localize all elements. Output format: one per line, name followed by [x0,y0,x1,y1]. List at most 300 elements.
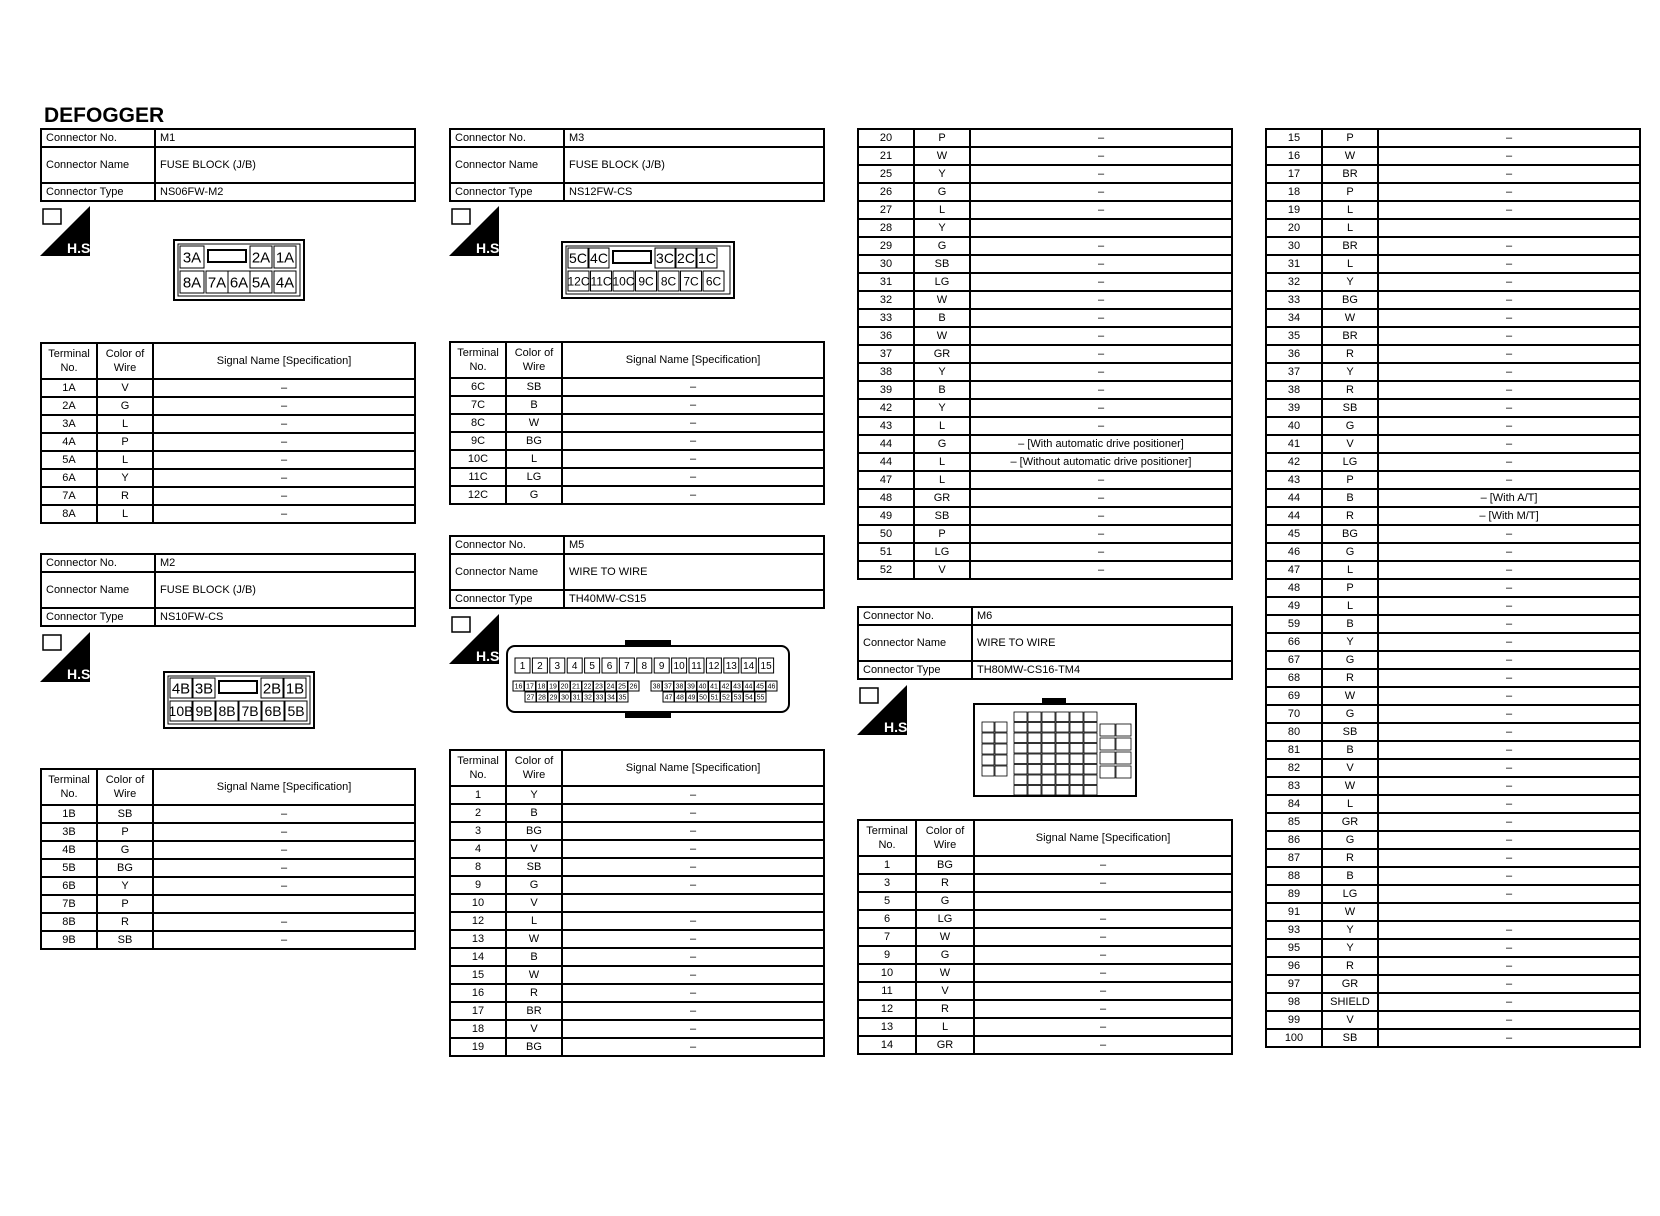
label-connector-name: Connector Name [450,147,564,183]
wire-color-cell: L [97,505,153,523]
connector-pin-label: 11 [691,661,702,673]
signal-name-cell: – [1378,921,1640,939]
wire-color-cell: P [1322,471,1378,489]
table-row [1266,975,1640,993]
wire-color-cell: Y [1322,633,1378,651]
signal-name-cell: – [1378,633,1640,651]
terminal-no-cell: 48 [1266,579,1322,597]
connector-pin-label: 9 [658,661,665,673]
connector-pin-label: 6C [705,274,722,289]
signal-name-cell: – [1378,615,1640,633]
signal-name-cell: – [1378,471,1640,489]
terminal-table-m5 [449,749,825,1057]
connector-pin-label: 24 [606,683,615,691]
connector-pin-label: 7A [207,274,227,292]
signal-name-cell: – [974,928,1232,946]
connector-no-value: M2 [155,554,415,572]
connector-cavity [1070,744,1083,754]
terminal-no-cell: 13 [858,1018,916,1036]
wire-color-cell: W [506,930,562,948]
signal-name-cell: – [562,948,824,966]
table-row [1266,129,1640,147]
signal-name-cell: – [562,912,824,930]
table-row [1266,219,1640,237]
table-row [858,471,1232,489]
table-row [858,489,1232,507]
wire-color-cell: SB [914,507,970,525]
terminal-no-cell: 86 [1266,831,1322,849]
signal-name-cell: – [562,822,824,840]
signal-name-cell: – [562,786,824,804]
table-row [1266,921,1640,939]
connector-cavity [1100,752,1115,764]
wire-color-cell: P [914,525,970,543]
connector-pin-label: 5 [589,661,595,673]
terminal-no-cell: 80 [1266,723,1322,741]
table-row [1266,183,1640,201]
connector-pin-label: 31 [572,694,581,702]
table-row [1266,489,1640,507]
table-row [858,183,1232,201]
terminal-no-cell: 36 [1266,345,1322,363]
svg-text:H.S.: H.S. [476,240,504,256]
connector-cavity [1028,723,1041,733]
wire-color-cell: L [914,471,970,489]
table-row [1266,957,1640,975]
connector-cavity [1056,712,1069,722]
connector-pin-label: 10 [673,661,685,673]
table-row [450,786,824,804]
terminal-no-cell: 14 [858,1036,916,1054]
signal-name-cell: – [With A/T] [1378,489,1640,507]
label-connector-name: Connector Name [41,147,155,183]
terminal-no-cell: 7C [450,396,506,414]
label-connector-type: Connector Type [450,590,564,608]
connector-cavity [1070,786,1083,796]
connector-pin-label: 2C [677,250,695,267]
connector-info-m2 [40,553,416,627]
wire-color-cell: W [914,147,970,165]
wire-color-cell: G [97,841,153,859]
wire-color-cell: BR [1322,237,1378,255]
table-row [450,450,824,468]
header-signal-name: Signal Name [Specification] [974,820,1232,856]
connector-pin-label: 42 [721,683,730,691]
connector-cavity [1116,738,1131,750]
signal-name-cell: – [562,1038,824,1056]
header-color-of-wire: Color of Wire [916,820,974,856]
wire-color-cell: G [1322,705,1378,723]
label-connector-name: Connector Name [858,625,972,661]
connector-cavity [1056,723,1069,733]
signal-name-cell: – [970,471,1232,489]
wire-color-cell: SB [1322,1029,1378,1047]
signal-name-cell: – [153,433,415,451]
wire-color-cell: P [1322,129,1378,147]
wire-color-cell: SB [506,858,562,876]
connector-cavity [995,766,1007,776]
table-row [450,876,824,894]
header-color-of-wire: Color of Wire [97,343,153,379]
connector-pin-label: 16 [514,683,523,691]
connector-pin-label: 8 [641,661,648,673]
wire-color-cell: W [914,291,970,309]
signal-name-cell: – [970,183,1232,201]
terminal-no-cell: 29 [858,237,914,255]
terminal-no-cell: 44 [858,435,914,453]
signal-name-cell: – [970,165,1232,183]
table-row [858,982,1232,1000]
connector-cavity [1100,724,1115,736]
connector-cavity [1014,754,1027,764]
signal-name-cell: – [562,486,824,504]
terminal-no-cell: 8 [450,858,506,876]
terminal-no-cell: 8C [450,414,506,432]
table-row [41,469,415,487]
wire-color-cell: P [1322,183,1378,201]
connector-cavity [1084,744,1097,754]
table-row [1266,633,1640,651]
connector-type-value: NS06FW-M2 [155,183,415,201]
terminal-table-m5-continued [857,128,1233,580]
signal-name-cell: – [1378,813,1640,831]
table-row [858,874,1232,892]
wire-color-cell: SHIELD [1322,993,1378,1011]
signal-name-cell: – [1378,1029,1640,1047]
signal-name-cell: – [1378,831,1640,849]
connector-pin-label: 4B [171,680,191,698]
table-row [1266,273,1640,291]
signal-name-cell: – [970,561,1232,579]
connector-cavity [1084,733,1097,743]
terminal-no-cell: 18 [450,1020,506,1038]
label-connector-no: Connector No. [41,554,155,572]
connector-pin-label: 13 [725,661,737,673]
connector-cavity [1028,754,1041,764]
table-row [858,453,1232,471]
table-row [41,415,415,433]
terminal-no-cell: 1B [41,805,97,823]
wire-color-cell: R [916,874,974,892]
terminal-no-cell: 26 [858,183,914,201]
signal-name-cell: – [970,417,1232,435]
harness-side-icon [40,632,95,682]
terminal-no-cell: 3 [450,822,506,840]
wire-color-cell: Y [1322,921,1378,939]
wire-color-cell: L [1322,201,1378,219]
connector-cavity [982,766,994,776]
table-row [1266,399,1640,417]
terminal-no-cell: 11C [450,468,506,486]
terminal-no-cell: 35 [1266,327,1322,345]
connector-cavity [1014,786,1027,796]
signal-name-cell: – [153,451,415,469]
signal-name-cell: – [1378,399,1640,417]
terminal-no-cell: 30 [858,255,914,273]
table-row [858,291,1232,309]
wire-color-cell: GR [1322,975,1378,993]
terminal-no-cell: 88 [1266,867,1322,885]
terminal-no-cell: 93 [1266,921,1322,939]
terminal-no-cell: 49 [1266,597,1322,615]
table-row [41,487,415,505]
connector-pin-label: 45 [756,683,764,691]
table-row [858,399,1232,417]
table-row [858,147,1232,165]
signal-name-cell: – [153,487,415,505]
terminal-no-cell: 20 [858,129,914,147]
table-row [858,1000,1232,1018]
table-row [41,505,415,523]
table-row [1266,597,1640,615]
table-row [858,255,1232,273]
signal-name-cell: – [974,982,1232,1000]
connector-pin-label: 25 [618,683,626,691]
table-row [41,859,415,877]
connector-info-m5 [449,535,825,609]
connector-pin-label: 4C [590,250,608,267]
table-row [1266,561,1640,579]
terminal-no-cell: 12C [450,486,506,504]
table-row [1266,615,1640,633]
connector-pin-label: 8B [218,703,236,720]
terminal-no-cell: 17 [1266,165,1322,183]
terminal-no-cell: 9B [41,931,97,949]
table-row [41,433,415,451]
svg-text:H.S.: H.S. [67,666,95,682]
signal-name-cell: – [970,147,1232,165]
connector-pin-label: 21 [572,683,580,691]
wire-color-cell: GR [1322,813,1378,831]
signal-name-cell: – [1378,777,1640,795]
signal-name-cell: – [974,910,1232,928]
terminal-no-cell: 99 [1266,1011,1322,1029]
label-connector-name: Connector Name [41,572,155,608]
terminal-no-cell: 36 [858,327,914,345]
wire-color-cell: L [914,453,970,471]
wire-color-cell: P [97,823,153,841]
connector-pin-label: 47 [664,694,673,702]
connector-pin-label: 20 [560,683,569,691]
terminal-no-cell: 43 [858,417,914,435]
wire-color-cell: L [1322,219,1378,237]
harness-side-icon [449,614,504,664]
signal-name-cell [974,892,1232,910]
table-row [1266,831,1640,849]
wire-color-cell: L [97,451,153,469]
table-row [1266,165,1640,183]
table-row [450,1002,824,1020]
terminal-no-cell: 5B [41,859,97,877]
signal-name-cell: – [970,129,1232,147]
table-row [1266,903,1640,921]
connector-face-m3 [560,240,738,300]
connector-pin-label: 5B [287,703,305,720]
table-row [1266,363,1640,381]
table-row [858,561,1232,579]
terminal-no-cell: 33 [1266,291,1322,309]
wire-color-cell: W [506,414,562,432]
terminal-no-cell: 1A [41,379,97,397]
header-color-of-wire: Color of Wire [97,769,153,805]
wire-color-cell: B [506,948,562,966]
signal-name-cell: – [1378,327,1640,345]
connector-pin-label: 53 [733,694,742,702]
terminal-no-cell: 84 [1266,795,1322,813]
signal-name-cell: – [1378,669,1640,687]
connector-pin-label: 44 [744,683,753,691]
signal-name-cell: – [1378,723,1640,741]
connector-pin-label: 17 [526,683,534,691]
connector-face-m2 [162,670,318,730]
signal-name-cell: – [1378,939,1640,957]
table-row [1266,255,1640,273]
table-row [1266,849,1640,867]
table-row [450,468,824,486]
signal-name-cell: – [1378,885,1640,903]
terminal-no-cell: 37 [1266,363,1322,381]
terminal-no-cell: 41 [1266,435,1322,453]
signal-name-cell: – [562,858,824,876]
table-row [858,1036,1232,1054]
connector-cavity [1014,744,1027,754]
wire-color-cell: B [914,381,970,399]
terminal-no-cell: 46 [1266,543,1322,561]
wire-color-cell: P [914,129,970,147]
signal-name-cell: – [1378,957,1640,975]
label-connector-no: Connector No. [41,129,155,147]
table-row [1266,705,1640,723]
connector-lock-key [219,681,257,693]
header-terminal-no: Terminal No. [450,342,506,378]
connector-pin-label: 50 [699,694,707,702]
table-row [858,327,1232,345]
signal-name-cell: – [1378,1011,1640,1029]
table-row [1266,1029,1640,1047]
terminal-no-cell: 95 [1266,939,1322,957]
connector-pin-label: 28 [538,694,546,702]
connector-cavity [1084,712,1097,722]
terminal-no-cell: 16 [450,984,506,1002]
wire-color-cell: B [1322,741,1378,759]
table-row [1266,1011,1640,1029]
terminal-no-cell: 82 [1266,759,1322,777]
wire-color-cell: B [1322,867,1378,885]
connector-no-value: M6 [972,607,1232,625]
wire-color-cell: Y [97,469,153,487]
connector-name-value: FUSE BLOCK (J/B) [155,572,415,608]
table-row [858,381,1232,399]
table-row [41,805,415,823]
wire-color-cell: R [1322,507,1378,525]
connector-pin-label: 8A [182,274,202,292]
connector-info-m3 [449,128,825,202]
harness-side-icon [40,206,95,256]
wire-color-cell: LG [506,468,562,486]
wire-color-cell: W [1322,777,1378,795]
signal-name-cell: – [970,525,1232,543]
connector-cavity [1084,786,1097,796]
terminal-no-cell: 6A [41,469,97,487]
connector-cavity [995,755,1007,765]
signal-name-cell: – [970,381,1232,399]
connector-pin-label: 40 [698,683,707,691]
terminal-no-cell: 51 [858,543,914,561]
table-row [858,237,1232,255]
connector-pin-label: 32 [584,694,592,702]
connector-pin-label: 55 [756,694,765,702]
terminal-no-cell: 43 [1266,471,1322,489]
wire-color-cell: R [506,984,562,1002]
wire-color-cell: GR [916,1036,974,1054]
wire-color-cell: G [1322,831,1378,849]
connector-pin-label: 2A [251,249,271,267]
terminal-table-m3 [449,341,825,505]
connector-pin-label: 37 [664,683,672,691]
connector-cavity [1028,765,1041,775]
table-row [858,165,1232,183]
signal-name-cell [562,894,824,912]
signal-name-cell: – [1378,345,1640,363]
signal-name-cell: – [153,859,415,877]
table-row [858,345,1232,363]
signal-name-cell [153,895,415,913]
connector-cavity [1014,723,1027,733]
wire-color-cell: BR [1322,165,1378,183]
terminal-no-cell: 10C [450,450,506,468]
header-signal-name: Signal Name [Specification] [153,769,415,805]
connector-face-m5 [505,640,791,718]
table-row [450,1020,824,1038]
table-row [450,894,824,912]
connector-pin-label: 39 [687,683,695,691]
connector-pin-label: 9B [195,703,213,720]
wire-color-cell: P [1322,579,1378,597]
connector-pin-label: 52 [722,694,730,702]
terminal-no-cell: 59 [1266,615,1322,633]
terminal-no-cell: 81 [1266,741,1322,759]
connector-pin-label: 38 [675,683,684,691]
wire-color-cell: BR [506,1002,562,1020]
signal-name-cell: – [974,874,1232,892]
terminal-no-cell: 19 [1266,201,1322,219]
signal-name-cell: – [970,309,1232,327]
wire-color-cell: L [97,415,153,433]
wire-color-cell: R [97,487,153,505]
connector-lock-key [208,250,246,262]
connector-pin-label: 6 [606,661,613,673]
signal-name-cell: – [562,840,824,858]
table-row [1266,291,1640,309]
wire-color-cell: G [1322,543,1378,561]
connector-cavity [1028,744,1041,754]
wire-color-cell: SB [506,378,562,396]
connector-pin-label: 4 [571,661,578,673]
connector-cavity [1014,765,1027,775]
terminal-no-cell: 3A [41,415,97,433]
wire-color-cell: G [916,946,974,964]
connector-pin-label: 6B [264,703,282,720]
connector-cavity [1070,754,1083,764]
wire-color-cell: G [506,486,562,504]
terminal-no-cell: 45 [1266,525,1322,543]
svg-text:H.S.: H.S. [476,648,504,664]
table-row [858,273,1232,291]
signal-name-cell: – [974,1036,1232,1054]
connector-type-value: NS12FW-CS [564,183,824,201]
terminal-no-cell: 7A [41,487,97,505]
wire-color-cell: G [914,183,970,201]
